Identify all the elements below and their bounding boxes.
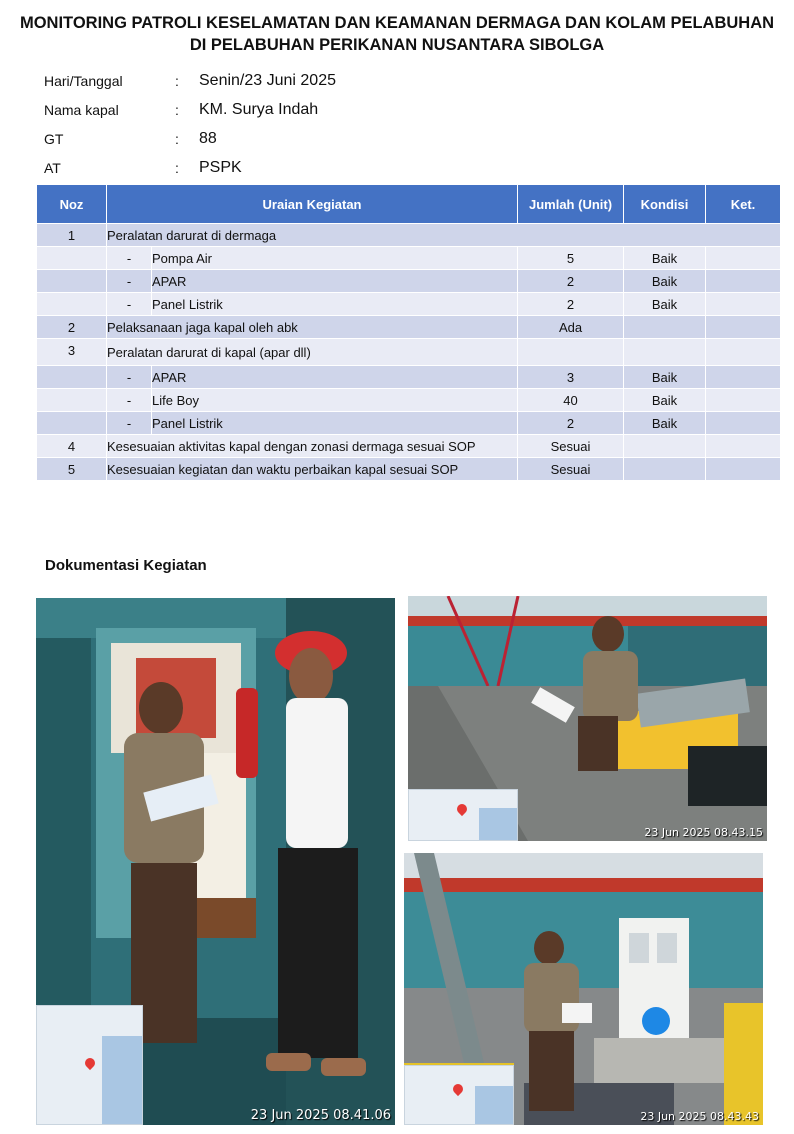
row-dash: -: [107, 293, 152, 316]
row-ket: [706, 316, 781, 339]
documentation-photo-panel: [404, 853, 763, 1125]
table-row: [37, 412, 781, 435]
row-kondisi: [624, 458, 706, 481]
header-kondisi: Kondisi: [624, 185, 706, 224]
meta-colon: :: [175, 101, 179, 118]
row-kondisi: [624, 339, 706, 366]
row-no: [37, 366, 107, 389]
photo-timestamp: 23 Jun 2025 08.43.15: [644, 826, 763, 839]
row-ket: [706, 458, 781, 481]
documentation-heading: Dokumentasi Kegiatan: [45, 557, 207, 574]
header-uraian: Uraian Kegiatan: [107, 185, 518, 224]
row-no: [37, 389, 107, 412]
row-no: 5: [37, 458, 107, 481]
row-jumlah: Sesuai: [518, 458, 624, 481]
documentation-photo-cabin: [36, 598, 395, 1125]
row-jumlah: Ada: [518, 316, 624, 339]
table-row: [37, 316, 781, 339]
row-dash: -: [107, 366, 152, 389]
row-kondisi: Baik: [624, 389, 706, 412]
document-title: [0, 12, 794, 56]
row-kondisi: Baik: [624, 270, 706, 293]
header-no: Noz: [37, 185, 107, 224]
row-dash: -: [107, 247, 152, 270]
row-dash: -: [107, 412, 152, 435]
row-uraian: Peralatan darurat di kapal (apar dll): [107, 339, 518, 366]
location-map-thumbnail: [408, 789, 518, 841]
table-row: [37, 247, 781, 270]
map-pin-icon: [451, 1082, 465, 1096]
row-no: [37, 270, 107, 293]
meta-row-ship: [44, 95, 444, 124]
meta-value: KM. Surya Indah: [199, 100, 319, 118]
meta-value: PSPK: [199, 158, 242, 176]
row-ket: [706, 293, 781, 316]
row-no: [37, 247, 107, 270]
row-kondisi: Baik: [624, 247, 706, 270]
row-ket: [706, 412, 781, 435]
row-ket: [706, 270, 781, 293]
row-jumlah: 2: [518, 293, 624, 316]
row-dash: -: [107, 270, 152, 293]
photo-timestamp: 23 Jun 2025 08.43.43: [640, 1110, 759, 1123]
meta-label: GT: [44, 130, 64, 147]
meta-label: AT: [44, 159, 61, 176]
row-no: [37, 412, 107, 435]
row-kondisi: Baik: [624, 366, 706, 389]
activity-table: [36, 184, 781, 481]
map-water: [479, 808, 517, 840]
meta-label: Hari/Tanggal: [44, 72, 123, 89]
row-jumlah: [518, 339, 624, 366]
row-ket: [706, 389, 781, 412]
meta-colon: :: [175, 130, 179, 147]
row-ket: [706, 366, 781, 389]
location-map-thumbnail: [36, 1005, 143, 1125]
row-jumlah: Sesuai: [518, 435, 624, 458]
table-row: [37, 458, 781, 481]
row-kondisi: [624, 316, 706, 339]
meta-value: Senin/23 Juni 2025: [199, 71, 336, 89]
table-header-row: [37, 185, 781, 224]
location-map-thumbnail: [404, 1065, 514, 1125]
header-ket: Ket.: [706, 185, 781, 224]
row-uraian: Kesesuaian kegiatan dan waktu perbaikan kapal sesuai SOP: [107, 458, 518, 481]
row-item: APAR: [152, 366, 518, 389]
documentation-photo-dock: [408, 596, 767, 841]
row-kondisi: Baik: [624, 293, 706, 316]
row-ket: [706, 247, 781, 270]
table-row: [37, 293, 781, 316]
row-jumlah: 2: [518, 270, 624, 293]
table-row: [37, 435, 781, 458]
row-item: Pompa Air: [152, 247, 518, 270]
map-pin-icon: [83, 1056, 97, 1070]
table-row: [37, 270, 781, 293]
row-kondisi: Baik: [624, 412, 706, 435]
row-item: Life Boy: [152, 389, 518, 412]
row-kondisi: [624, 435, 706, 458]
map-pin-icon: [455, 802, 469, 816]
row-no: 4: [37, 435, 107, 458]
row-uraian: Pelaksanaan jaga kapal oleh abk: [107, 316, 518, 339]
meta-colon: :: [175, 159, 179, 176]
meta-colon: :: [175, 72, 179, 89]
meta-value: 88: [199, 129, 217, 147]
row-jumlah: 40: [518, 389, 624, 412]
table-row: [37, 224, 781, 247]
row-jumlah: 5: [518, 247, 624, 270]
meta-row-date: [44, 66, 444, 95]
table-row: [37, 389, 781, 412]
row-uraian: Peralatan darurat di dermaga: [107, 224, 781, 247]
table-row: [37, 339, 781, 366]
photo-timestamp: 23 Jun 2025 08.41.06: [250, 1108, 391, 1123]
header-jumlah: Jumlah (Unit): [518, 185, 624, 224]
row-ket: [706, 435, 781, 458]
title-line-2: DI PELABUHAN PERIKANAN NUSANTARA SIBOLGA: [189, 36, 605, 54]
row-jumlah: 2: [518, 412, 624, 435]
meta-row-at: [44, 153, 444, 182]
row-item: Panel Listrik: [152, 412, 518, 435]
title-line-1: MONITORING PATROLI KESELAMATAN DAN KEAMANAN DERMAGA DAN KOLAM PELABUHAN: [19, 14, 775, 32]
meta-row-gt: [44, 124, 444, 153]
row-item: APAR: [152, 270, 518, 293]
row-no: 2: [37, 316, 107, 339]
row-ket: [706, 339, 781, 366]
row-uraian: Kesesuaian aktivitas kapal dengan zonasi dermaga sesuai SOP: [107, 435, 518, 458]
row-no: 1: [37, 224, 107, 247]
vessel-info: [44, 66, 444, 182]
map-water: [475, 1086, 513, 1124]
table-row: [37, 366, 781, 389]
row-no: [37, 293, 107, 316]
row-jumlah: 3: [518, 366, 624, 389]
meta-label: Nama kapal: [44, 101, 119, 118]
row-dash: -: [107, 389, 152, 412]
map-water: [102, 1036, 142, 1124]
row-item: Panel Listrik: [152, 293, 518, 316]
row-no: 3: [37, 339, 107, 366]
